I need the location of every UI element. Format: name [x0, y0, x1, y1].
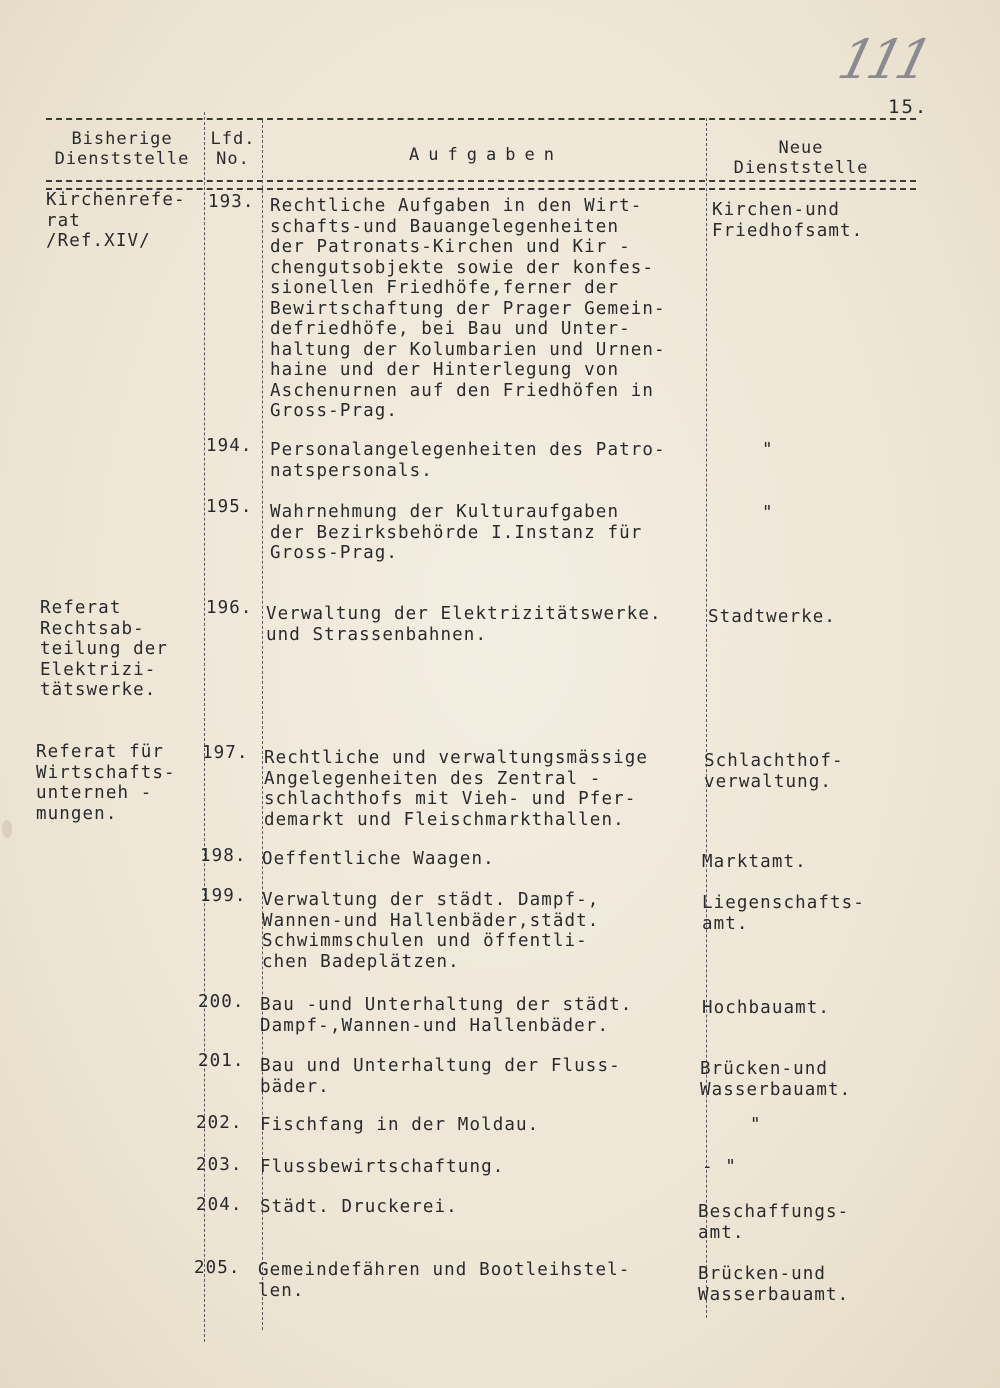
row-new-office: Liegenschafts- amt. — [702, 893, 865, 934]
header-old-office: Bisherige Dienststelle — [54, 129, 190, 169]
header-number: Lfd. No. — [210, 129, 256, 169]
row-task: Rechtliche und verwaltungsmässige Angelegenheiten des Zentral - schlachthofs mit Vieh- und Pfer- demarkt und Fleischmarkthallen. — [264, 748, 648, 830]
row-number: 199. — [200, 886, 247, 906]
page-number: 15. — [888, 96, 929, 118]
row-number: 194. — [206, 436, 253, 456]
row-number: 198. — [200, 846, 247, 866]
row-task: Bau -und Unterhaltung der städt. Dampf-,Wannen-und Hallenbäder. — [260, 995, 633, 1036]
row-new-office: Stadtwerke. — [708, 607, 836, 627]
row-task: Oeffentliche Waagen. — [262, 849, 495, 869]
row-task: Verwaltung der Elektrizitätswerke. und Strassenbahnen. — [266, 604, 662, 645]
row-number: 197. — [202, 743, 249, 763]
old-office-group: Referat Rechtsab- teilung der Elektrizi- tätswerke. — [40, 598, 168, 700]
row-task: Personalangelegenheiten des Patro- natspersonals. — [270, 440, 666, 481]
row-new-office: " — [762, 503, 774, 523]
row-new-office: " — [750, 1115, 762, 1135]
row-number: 205. — [194, 1258, 241, 1278]
row-new-office: Kirchen-und Friedhofsamt. — [712, 200, 864, 241]
row-number: 201. — [198, 1051, 245, 1071]
punch-hole — [2, 820, 12, 838]
row-new-office: Marktamt. — [702, 852, 807, 872]
row-task: Verwaltung der städt. Dampf-, Wannen-und Hallenbäder,städt. Schwimmschulen und öffentli- chen Badeplätzen. — [262, 890, 600, 972]
old-office-group: Kirchenrefe- rat /Ref.XIV/ — [46, 190, 186, 251]
row-number: 203. — [196, 1155, 243, 1175]
handwritten-folio-number: 111 — [832, 28, 933, 91]
row-task: Flussbewirtschaftung. — [260, 1157, 505, 1177]
row-number: 195. — [206, 497, 253, 517]
row-task: Gemeindefähren und Bootleihstel- len. — [258, 1260, 631, 1301]
column-divider-tasks — [706, 118, 707, 1318]
table-top-rule — [46, 118, 916, 120]
row-number: 193. — [208, 192, 255, 212]
row-task: Bau und Unterhaltung der Fluss- bäder. — [260, 1056, 621, 1097]
old-office-group: Referat für Wirtschafts- unterneh - mungen. — [36, 742, 176, 824]
header-new-office: Neue Dienststelle — [733, 138, 869, 178]
row-task: Fischfang in der Moldau. — [260, 1115, 540, 1135]
row-task: Städt. Druckerei. — [260, 1197, 458, 1217]
row-task: Wahrnehmung der Kulturaufgaben der Bezirksbehörde I.Instanz für Gross-Prag. — [270, 502, 643, 563]
header-bottom-rule — [46, 180, 916, 182]
row-new-office: Brücken-und Wasserbauamt. — [698, 1264, 850, 1305]
row-number: 200. — [198, 992, 245, 1012]
row-new-office: Beschaffungs- amt. — [698, 1202, 850, 1243]
row-new-office: " — [762, 440, 774, 460]
row-number: 202. — [196, 1113, 243, 1133]
row-new-office: Schlachthof- verwaltung. — [704, 751, 844, 792]
header-tasks: Aufgaben — [409, 145, 563, 165]
column-divider-no — [262, 120, 263, 1330]
row-number: 196. — [206, 598, 253, 618]
row-new-office: - " — [702, 1157, 737, 1177]
row-number: 204. — [196, 1195, 243, 1215]
row-new-office: Brücken-und Wasserbauamt. — [700, 1059, 852, 1100]
row-new-office: Hochbauamt. — [702, 998, 830, 1018]
row-task: Rechtliche Aufgaben in den Wirt- schafts-und Bauangelegenheiten der Patronats-Kirchen und Kir - chengutsobjekte sowie der konfes- sionellen Friedhöfe,ferner der Bewirtschaftung der Prager Gemein- defriedhöfe, bei Bau und Unter- haltung der Kolumbarien und Urnen- haine und der Hinterlegung von Aschenurnen auf den Friedhöfen in Gross-Prag. — [270, 196, 666, 421]
